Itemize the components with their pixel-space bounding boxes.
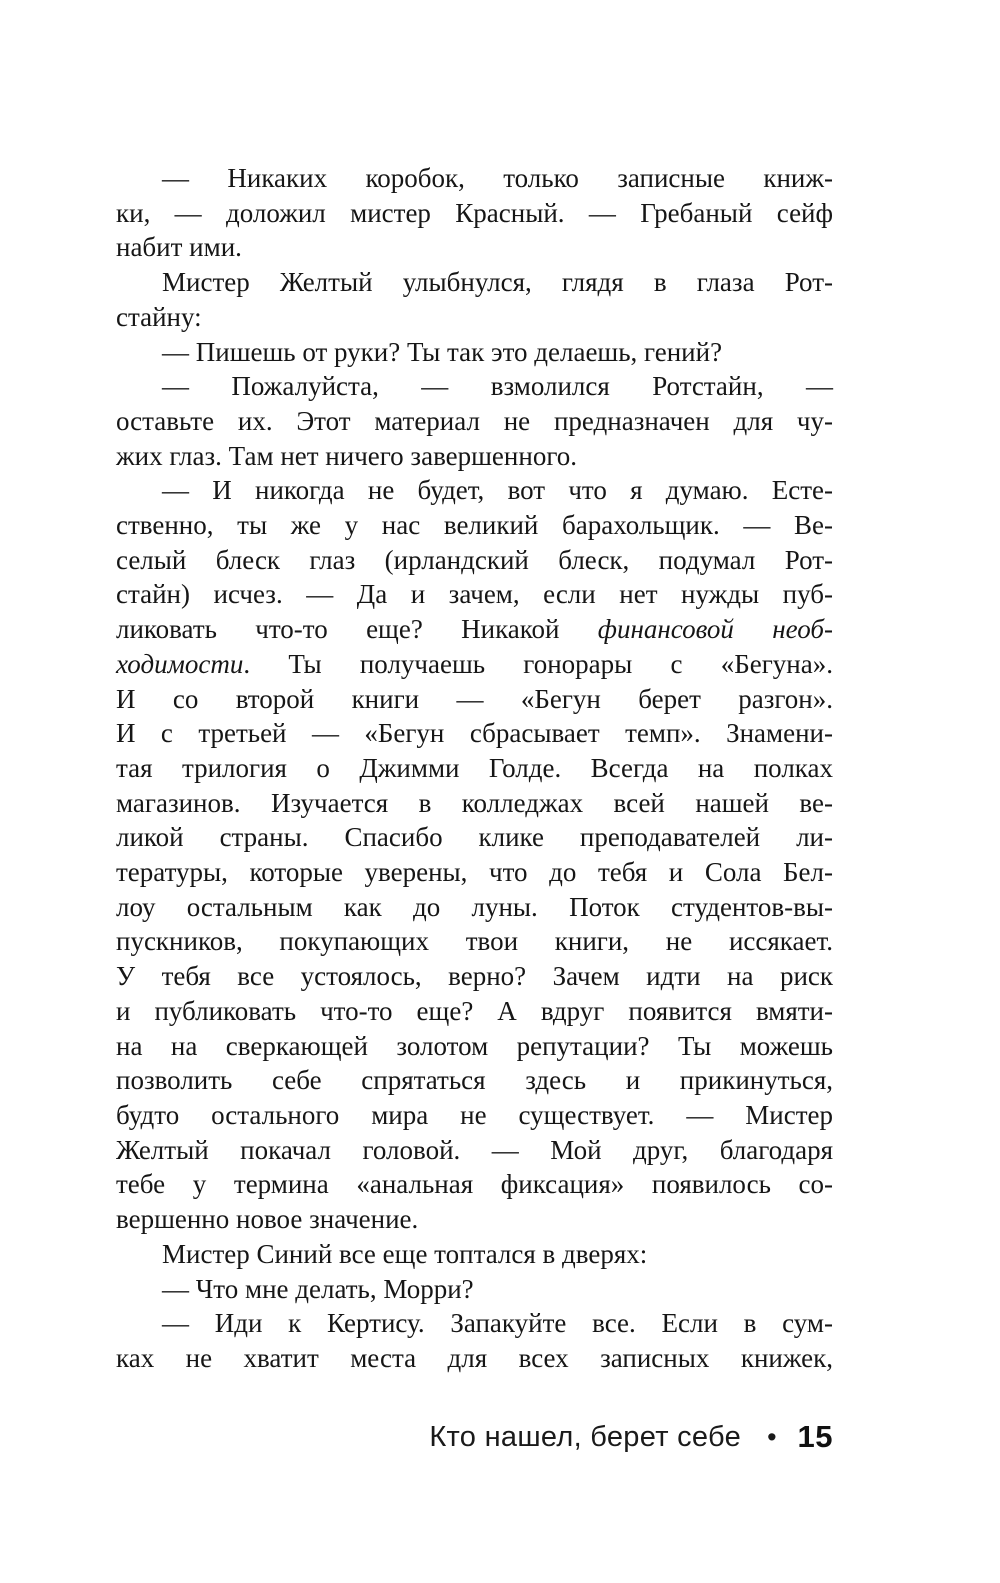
text-segment: Мистер Синий все еще топтался в дверях: — [162, 1238, 648, 1269]
text-line — [116, 959, 833, 994]
text-line — [116, 786, 833, 821]
footer-bullet-icon: • — [767, 1421, 777, 1452]
text-line — [116, 994, 833, 1029]
text-segment: стайну: — [116, 301, 202, 332]
text-segment: набит ими. — [116, 232, 242, 263]
italic-text-segment: финансовой необ- — [597, 614, 833, 645]
text-segment: — Никаких коробок, только записные книж- — [162, 163, 833, 193]
page-footer — [429, 1419, 833, 1455]
text-line — [116, 1063, 833, 1098]
text-line — [116, 1133, 833, 1168]
text-line — [116, 1167, 833, 1202]
text-segment: Мистер Желтый улыбнулся, глядя в глаза Рот- — [162, 267, 833, 298]
text-segment: позволить себе спрятаться здесь и прикинуться, — [116, 1065, 833, 1096]
text-segment: — Пожалуйста, — взмолился Ротстайн, — — [162, 371, 833, 402]
italic-text-segment: ходимости — [116, 648, 244, 679]
text-line — [116, 369, 833, 404]
text-line — [116, 335, 833, 370]
text-segment: и публиковать что-то еще? А вдруг появится вмяти- — [116, 995, 833, 1026]
text-segment: тебе у термина «анальная фиксация» появилось со- — [116, 1169, 833, 1200]
text-line — [116, 196, 833, 231]
text-line — [116, 751, 833, 786]
text-segment: — И никогда не будет, вот что я думаю. Есте- — [162, 475, 833, 506]
text-segment: тературы, которые уверены, что до тебя и Сола Бел- — [116, 857, 833, 888]
text-segment: — Иди к Кертису. Запакуйте все. Если в сум- — [162, 1308, 833, 1339]
text-segment: оставьте их. Этот материал не предназначен для чу- — [116, 405, 833, 436]
text-line — [116, 161, 833, 196]
text-segment: ственно, ты же у нас великий барахольщик. — Ве- — [116, 510, 833, 541]
text-line — [116, 577, 833, 612]
text-segment: ках не хватит места для всех записных книжек, — [116, 1342, 833, 1373]
text-segment: магазинов. Изучается в колледжах всей нашей ве- — [116, 787, 833, 818]
text-line — [116, 265, 833, 300]
text-segment: — Пишешь от руки? Ты так это делаешь, гений? — [162, 336, 723, 367]
text-segment: пускников, покупающих твои книги, не иссякает. — [116, 926, 833, 957]
text-segment: на на сверкающей золотом репутации? Ты можешь — [116, 1030, 833, 1061]
text-segment: селый блеск глаз (ирландский блеск, подумал Рот- — [116, 544, 833, 575]
text-line — [116, 1098, 833, 1133]
text-line — [116, 855, 833, 890]
text-segment: И с третьей — «Бегун сбрасывает темп». Знамени- — [116, 718, 833, 749]
text-line — [116, 1237, 833, 1272]
text-line — [116, 300, 833, 335]
text-line — [116, 1272, 833, 1307]
body-text — [116, 161, 833, 1376]
text-line — [116, 924, 833, 959]
text-segment: ликой страны. Спасибо клике преподавателей ли- — [116, 822, 833, 853]
text-segment: вершенно новое значение. — [116, 1204, 419, 1235]
text-line — [116, 543, 833, 578]
text-segment: лоу остальным как до луны. Поток студентов-вы- — [116, 891, 833, 922]
text-line — [116, 1029, 833, 1064]
text-line — [116, 1202, 833, 1237]
text-segment: . Ты получаешь гонорары с «Бегуна». — [243, 648, 833, 679]
text-segment: жих глаз. Там нет ничего завершенного. — [116, 440, 577, 471]
text-line — [116, 473, 833, 508]
text-segment: Желтый покачал головой. — Мой друг, благодаря — [116, 1134, 833, 1165]
running-title: Кто нашел, берет себе — [429, 1420, 742, 1453]
text-line — [116, 647, 833, 682]
text-line — [116, 1306, 833, 1341]
text-line — [116, 890, 833, 925]
page-number: 15 — [797, 1419, 833, 1454]
text-segment: У тебя все устоялось, верно? Зачем идти на риск — [116, 961, 833, 992]
text-segment: ликовать что-то еще? Никакой — [116, 614, 598, 645]
text-line — [116, 508, 833, 543]
text-segment: будто остального мира не существует. — Мистер — [116, 1099, 833, 1130]
text-segment: — Что мне делать, Морри? — [162, 1273, 474, 1304]
text-line — [116, 820, 833, 855]
text-line — [116, 439, 833, 474]
text-line — [116, 682, 833, 717]
text-line — [116, 230, 833, 265]
text-line — [116, 612, 833, 647]
text-line — [116, 716, 833, 751]
text-line — [116, 1341, 833, 1376]
text-segment: тая трилогия о Джимми Голде. Всегда на полках — [116, 752, 833, 783]
text-segment: И со второй книги — «Бегун берет разгон». — [116, 683, 833, 714]
text-segment: стайн) исчез. — Да и зачем, если нет нужды пуб- — [116, 579, 833, 610]
text-line — [116, 404, 833, 439]
text-segment: ки, — доложил мистер Красный. — Гребаный сейф — [116, 197, 833, 228]
